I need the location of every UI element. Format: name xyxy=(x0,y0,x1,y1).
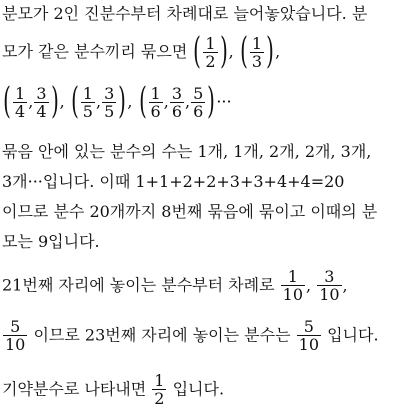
fraction-answer-1-2: $\frac{1}{2}$ xyxy=(154,371,165,408)
text-line-10 xyxy=(2,372,224,407)
fraction-5-10-first: $\frac{5}{10}$ xyxy=(5,317,26,354)
text-line-5: 3개···입니다. 이때 1+1+2+2+3+3+4+4=20 xyxy=(2,172,345,191)
text-line-7: 모는 9입니다. xyxy=(2,232,100,251)
text-line-2: 모가 같은 분수끼리 묶으면 ( $\frac{1}{2}$ ), ( $\frac{1}{3}$ ), xyxy=(2,31,281,72)
text-line-4: 묶음 안에 있는 분수의 수는 1개, 1개, 2개, 2개, 3개, xyxy=(2,142,372,161)
fraction-3-6: $\frac{3}{6}$ xyxy=(171,83,183,121)
fraction-5-6: $\frac{5}{6}$ xyxy=(193,83,204,121)
fraction-1-10: $\frac{1}{10}$ xyxy=(282,267,303,304)
text-line-1: 분모가 2인 진분수부터 차례대로 늘어놓았습니다. 분 xyxy=(2,4,368,23)
fraction-3-5: $\frac{3}{5}$ xyxy=(104,83,115,121)
fraction-1-5: $\frac{1}{5}$ xyxy=(82,83,93,121)
fraction-1-3: $\frac{1}{3}$ xyxy=(251,33,263,71)
ellipsis: ··· xyxy=(216,92,232,111)
fraction-1-4: $\frac{1}{4}$ xyxy=(15,83,26,121)
fraction-3-4: $\frac{3}{4}$ xyxy=(36,83,47,121)
text-line-3: ( $\frac{1}{4}$ , $\frac{3}{4}$ ), ( $\frac{1}{5}$ , $\frac{3}{5}$ ), ( $\frac{1}{6}$ , $\frac{3}{6}$ , $\frac{5}{6}$ )··· xyxy=(3,81,232,122)
fraction-3-10: $\frac{3}{10}$ xyxy=(319,267,340,304)
text-line-8-text: 21번째 자리에 놓이는 분수부터 차례로 xyxy=(2,275,275,295)
text-line-8: 21번째 자리에 놓이는 분수부터 차례로 $\frac{1}{10}$ , $\frac{3}{10}$ , xyxy=(2,267,348,304)
fraction-1-6: $\frac{1}{6}$ xyxy=(150,83,161,121)
fraction-5-10-second: $\frac{5}{10}$ xyxy=(298,317,319,354)
text-line-9 xyxy=(2,318,379,353)
text-line-9-tail: 입니다. xyxy=(327,325,379,345)
text-line-6: 이므로 분수 20개까지 8번째 묶음에 묶이고 이때의 분 xyxy=(2,202,378,221)
text-line-2-text: 모가 같은 분수끼리 묶으면 xyxy=(2,42,188,61)
text-line-9-text: 이므로 23번째 자리에 놓이는 분수는 xyxy=(33,325,291,345)
fraction-1-2: $\frac{1}{2}$ xyxy=(205,33,216,71)
text-line-10-tail: 입니다. xyxy=(172,379,225,399)
text-line-10-text: 기약분수로 나타내면 xyxy=(2,379,147,399)
